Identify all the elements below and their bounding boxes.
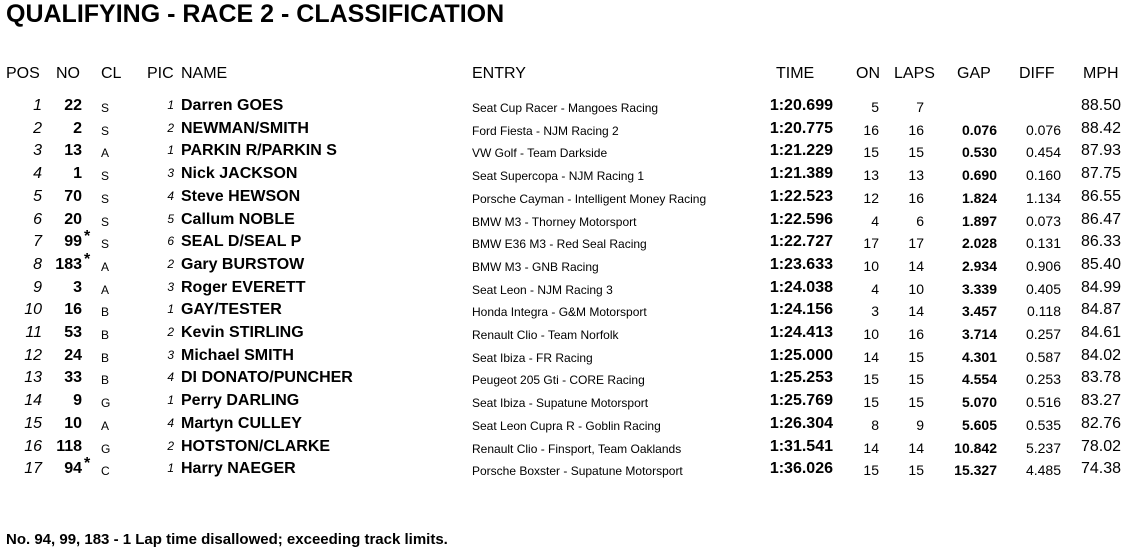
cell-mph: 87.93 bbox=[1080, 142, 1121, 160]
cell-mph: 88.50 bbox=[1080, 97, 1121, 114]
cell-time: 1:24.156 bbox=[769, 301, 833, 319]
cell-entry: Ford Fiesta - NJM Racing 2 bbox=[472, 123, 619, 138]
cell-laps: 15 bbox=[908, 348, 924, 365]
cell-name: PARKIN R/PARKIN S bbox=[181, 142, 337, 160]
cell-star: * bbox=[84, 228, 91, 246]
table-row bbox=[0, 277, 1135, 299]
cell-pos: 3 bbox=[33, 142, 42, 160]
cell-name: Michael SMITH bbox=[181, 346, 294, 364]
cell-cl: S bbox=[101, 237, 110, 252]
cell-time: 1:21.389 bbox=[769, 165, 833, 183]
cell-on: 3 bbox=[871, 303, 879, 320]
cell-name: Kevin STIRLING bbox=[181, 324, 304, 341]
cell-name: Harry NAEGER bbox=[181, 460, 296, 478]
cell-cl: B bbox=[101, 328, 110, 342]
page-title: QUALIFYING - RACE 2 - CLASSIFICATION bbox=[6, 0, 505, 28]
cell-on: 15 bbox=[863, 371, 879, 388]
cell-pic: 1 bbox=[167, 393, 174, 408]
cell-pos: 4 bbox=[33, 165, 42, 183]
cell-entry: Seat Ibiza - Supatune Motorsport bbox=[472, 396, 649, 411]
cell-pos: 10 bbox=[24, 301, 42, 319]
cell-no: 99 bbox=[64, 233, 82, 251]
cell-cl: C bbox=[101, 464, 110, 479]
cell-gap: 3.457 bbox=[961, 303, 997, 320]
cell-entry: BMW E36 M3 - Red Seal Racing bbox=[472, 237, 647, 252]
cell-pos: 15 bbox=[24, 414, 42, 432]
cell-pic: 2 bbox=[167, 256, 174, 271]
cell-time: 1:22.727 bbox=[769, 233, 833, 251]
cell-on: 17 bbox=[863, 235, 879, 252]
cell-diff: 0.454 bbox=[1025, 144, 1061, 161]
cell-entry: Renault Clio - Finsport, Team Oaklands bbox=[472, 441, 682, 456]
cell-diff: 0.587 bbox=[1025, 348, 1061, 365]
cell-laps: 10 bbox=[908, 280, 924, 297]
cell-laps: 17 bbox=[908, 235, 924, 252]
cell-pic: 3 bbox=[167, 279, 174, 294]
cell-laps: 15 bbox=[908, 462, 924, 479]
cell-pos: 2 bbox=[33, 119, 42, 137]
cell-on: 5 bbox=[871, 99, 879, 115]
cell-cl: A bbox=[101, 418, 110, 433]
cell-no: 24 bbox=[64, 346, 82, 364]
cell-mph: 86.33 bbox=[1080, 233, 1121, 251]
cell-entry: Seat Cup Racer - Mangoes Racing bbox=[472, 101, 659, 115]
cell-diff: 5.237 bbox=[1025, 439, 1061, 456]
cell-mph: 88.42 bbox=[1080, 119, 1121, 137]
cell-mph: 83.78 bbox=[1080, 369, 1121, 387]
cell-gap: 1.824 bbox=[961, 189, 997, 206]
cell-diff: 0.118 bbox=[1027, 303, 1061, 320]
cell-entry: Seat Leon - NJM Racing 3 bbox=[472, 282, 613, 297]
table-row bbox=[0, 186, 1135, 208]
cell-mph: 84.61 bbox=[1080, 324, 1121, 341]
table-row bbox=[0, 163, 1135, 185]
cell-cl: B bbox=[101, 305, 110, 320]
cell-laps: 16 bbox=[908, 189, 924, 206]
cell-name: Steve HEWSON bbox=[181, 187, 301, 205]
cell-name: Martyn CULLEY bbox=[181, 414, 302, 432]
cell-gap: 4.301 bbox=[961, 348, 997, 365]
cell-pic: 4 bbox=[167, 370, 174, 385]
cell-mph: 86.55 bbox=[1080, 187, 1121, 205]
cell-time: 1:36.026 bbox=[769, 460, 833, 478]
cell-entry: Porsche Cayman - Intelligent Money Racing bbox=[472, 191, 707, 206]
cell-pos: 5 bbox=[33, 187, 42, 205]
table-row bbox=[0, 299, 1135, 321]
cell-no: 53 bbox=[64, 324, 82, 341]
cell-diff: 0.535 bbox=[1025, 416, 1061, 433]
cell-diff: 0.257 bbox=[1025, 326, 1061, 342]
cell-entry: VW Golf - Team Darkside bbox=[472, 146, 608, 161]
cell-on: 4 bbox=[871, 212, 879, 229]
cell-mph: 84.99 bbox=[1080, 278, 1121, 296]
cell-no: 20 bbox=[64, 210, 82, 228]
cell-name: Perry DARLING bbox=[181, 392, 300, 410]
cell-entry: BMW M3 - GNB Racing bbox=[472, 259, 599, 274]
cell-diff: 0.076 bbox=[1025, 121, 1061, 138]
cell-on: 10 bbox=[863, 326, 879, 342]
cell-laps: 15 bbox=[908, 371, 924, 388]
table-row bbox=[0, 140, 1135, 162]
cell-laps: 14 bbox=[908, 439, 924, 456]
cell-laps: 14 bbox=[908, 257, 924, 274]
cell-name: HOTSTON/CLARKE bbox=[181, 437, 331, 455]
cell-name: GAY/TESTER bbox=[181, 301, 282, 319]
cell-pos: 13 bbox=[24, 369, 42, 387]
cell-time: 1:20.775 bbox=[769, 119, 833, 137]
cell-cl: B bbox=[101, 350, 110, 365]
cell-gap: 0.530 bbox=[961, 144, 997, 161]
header-name: NAME bbox=[181, 65, 228, 82]
cell-entry: Peugeot 205 Gti - CORE Racing bbox=[472, 373, 645, 388]
cell-time: 1:26.304 bbox=[769, 414, 833, 432]
cell-entry: Seat Ibiza - FR Racing bbox=[472, 350, 593, 365]
cell-mph: 86.47 bbox=[1080, 210, 1121, 228]
cell-mph: 85.40 bbox=[1080, 255, 1121, 273]
cell-name: Callum NOBLE bbox=[181, 210, 295, 228]
cell-cl: S bbox=[101, 123, 110, 138]
cell-no: 70 bbox=[64, 187, 82, 205]
cell-pos: 14 bbox=[24, 392, 42, 410]
cell-cl: S bbox=[101, 101, 110, 115]
cell-on: 14 bbox=[863, 348, 879, 365]
footnote: No. 94, 99, 183 - 1 Lap time disallowed; exceeding track limits. bbox=[6, 531, 448, 548]
cell-entry: Seat Supercopa - NJM Racing 1 bbox=[472, 169, 645, 184]
cell-no: 1 bbox=[73, 165, 82, 183]
cell-diff: 0.131 bbox=[1025, 235, 1061, 252]
cell-gap: 0.690 bbox=[961, 167, 997, 184]
cell-no: 3 bbox=[73, 278, 82, 296]
cell-entry: Seat Leon Cupra R - Goblin Racing bbox=[472, 418, 661, 433]
cell-pic: 1 bbox=[167, 461, 174, 476]
cell-gap: 5.605 bbox=[961, 416, 997, 433]
cell-pic: 4 bbox=[167, 415, 174, 430]
cell-pos: 12 bbox=[24, 346, 42, 364]
cell-entry: Renault Clio - Team Norfolk bbox=[472, 328, 619, 342]
cell-entry: Porsche Boxster - Supatune Motorsport bbox=[472, 464, 683, 479]
cell-name: Gary BURSTOW bbox=[181, 255, 305, 273]
cell-cl: B bbox=[101, 373, 110, 388]
cell-on: 14 bbox=[863, 439, 879, 456]
header-on: ON bbox=[856, 65, 880, 82]
cell-time: 1:21.229 bbox=[769, 142, 833, 160]
cell-diff: 0.253 bbox=[1025, 371, 1061, 388]
cell-cl: S bbox=[101, 169, 110, 184]
cell-pic: 1 bbox=[167, 302, 174, 317]
table-row bbox=[0, 118, 1135, 140]
cell-pic: 2 bbox=[167, 120, 174, 135]
cell-time: 1:22.596 bbox=[769, 210, 833, 228]
table-row bbox=[0, 390, 1135, 412]
cell-on: 13 bbox=[863, 167, 879, 184]
cell-laps: 13 bbox=[908, 167, 924, 184]
cell-laps: 14 bbox=[908, 303, 924, 320]
cell-pic: 1 bbox=[167, 143, 174, 158]
cell-on: 4 bbox=[871, 280, 879, 297]
header-entry: ENTRY bbox=[472, 65, 526, 82]
cell-no: 22 bbox=[64, 97, 82, 114]
cell-cl: A bbox=[101, 282, 110, 297]
cell-pic: 5 bbox=[167, 211, 174, 226]
table-row bbox=[0, 436, 1135, 458]
cell-cl: G bbox=[101, 396, 111, 411]
cell-name: Roger EVERETT bbox=[181, 278, 306, 296]
cell-pic: 6 bbox=[167, 234, 174, 249]
cell-cl: A bbox=[101, 146, 110, 161]
cell-diff: 0.073 bbox=[1025, 212, 1061, 229]
cell-diff: 1.134 bbox=[1025, 189, 1061, 206]
cell-laps: 9 bbox=[916, 416, 924, 433]
cell-mph: 78.02 bbox=[1080, 437, 1121, 455]
cell-diff: 4.485 bbox=[1025, 462, 1061, 479]
cell-laps: 15 bbox=[908, 144, 924, 161]
cell-on: 15 bbox=[863, 462, 879, 479]
cell-pos: 7 bbox=[33, 233, 42, 251]
cell-cl: S bbox=[101, 191, 110, 206]
cell-no: 2 bbox=[73, 119, 82, 137]
cell-time: 1:24.038 bbox=[769, 278, 833, 296]
cell-pos: 8 bbox=[33, 255, 42, 273]
cell-on: 15 bbox=[863, 144, 879, 161]
header-laps: LAPS bbox=[894, 65, 935, 82]
table-row bbox=[0, 209, 1135, 231]
header-time: TIME bbox=[776, 65, 815, 82]
cell-mph: 84.02 bbox=[1080, 346, 1121, 364]
cell-pic: 2 bbox=[167, 438, 174, 453]
cell-pic: 3 bbox=[167, 347, 174, 362]
cell-mph: 84.87 bbox=[1080, 301, 1121, 319]
header-gap: GAP bbox=[957, 65, 991, 82]
cell-no: 10 bbox=[64, 414, 82, 432]
cell-gap: 10.842 bbox=[954, 439, 997, 456]
table-row bbox=[0, 345, 1135, 367]
cell-entry: Honda Integra - G&M Motorsport bbox=[472, 305, 647, 320]
cell-pos: 6 bbox=[33, 210, 42, 228]
cell-time: 1:25.769 bbox=[769, 392, 833, 410]
cell-laps: 16 bbox=[908, 326, 924, 342]
cell-name: NEWMAN/SMITH bbox=[181, 119, 309, 137]
cell-name: DI DONATO/PUNCHER bbox=[181, 369, 353, 387]
cell-diff: 0.160 bbox=[1025, 167, 1061, 184]
header-cl: CL bbox=[101, 65, 122, 82]
table-row bbox=[0, 455, 1135, 480]
cell-name: SEAL D/SEAL P bbox=[181, 233, 302, 251]
cell-time: 1:20.699 bbox=[769, 97, 833, 114]
table-row bbox=[0, 95, 1135, 117]
cell-on: 10 bbox=[863, 257, 879, 274]
cell-pos: 16 bbox=[24, 437, 42, 455]
header-diff: DIFF bbox=[1019, 65, 1055, 82]
cell-no: 13 bbox=[64, 142, 82, 160]
cell-name: Nick JACKSON bbox=[181, 165, 298, 183]
cell-star: * bbox=[84, 455, 91, 473]
cell-pic: 3 bbox=[167, 166, 174, 181]
header-pos: POS bbox=[6, 65, 40, 82]
cell-time: 1:25.253 bbox=[769, 369, 833, 387]
cell-diff: 0.516 bbox=[1025, 394, 1061, 411]
cell-laps: 6 bbox=[916, 212, 924, 229]
cell-cl: G bbox=[101, 441, 111, 456]
cell-gap: 2.028 bbox=[961, 235, 997, 252]
cell-mph: 82.76 bbox=[1080, 414, 1121, 432]
cell-star: * bbox=[84, 250, 91, 268]
cell-mph: 83.27 bbox=[1080, 392, 1121, 410]
cell-no: 183 bbox=[55, 255, 82, 273]
cell-pos: 17 bbox=[24, 460, 42, 478]
cell-diff: 0.906 bbox=[1025, 257, 1061, 274]
cell-no: 33 bbox=[64, 369, 82, 387]
cell-pic: 1 bbox=[167, 98, 174, 112]
cell-gap: 15.327 bbox=[954, 462, 997, 479]
cell-name: Darren GOES bbox=[181, 97, 284, 114]
cell-laps: 7 bbox=[916, 99, 924, 115]
header-no: NO bbox=[56, 65, 80, 82]
cell-pos: 11 bbox=[25, 324, 42, 341]
cell-gap: 3.714 bbox=[961, 326, 997, 342]
cell-time: 1:24.413 bbox=[769, 324, 833, 341]
cell-cl: S bbox=[101, 214, 110, 229]
header-mph: MPH bbox=[1083, 65, 1119, 82]
cell-pos: 9 bbox=[33, 278, 42, 296]
cell-on: 15 bbox=[863, 394, 879, 411]
cell-no: 9 bbox=[73, 392, 82, 410]
cell-on: 12 bbox=[863, 189, 879, 206]
header-pic: PIC bbox=[147, 65, 174, 82]
cell-no: 16 bbox=[64, 301, 82, 319]
cell-pic: 2 bbox=[167, 325, 174, 339]
cell-laps: 15 bbox=[908, 394, 924, 411]
table-row bbox=[0, 228, 1135, 253]
cell-pic: 4 bbox=[167, 188, 174, 203]
table-row bbox=[0, 250, 1135, 276]
cell-diff: 0.405 bbox=[1025, 280, 1061, 297]
cell-gap: 3.339 bbox=[961, 280, 997, 297]
table-row bbox=[0, 413, 1135, 435]
cell-gap: 4.554 bbox=[961, 371, 997, 388]
cell-mph: 74.38 bbox=[1080, 460, 1121, 478]
cell-pos: 1 bbox=[33, 97, 42, 114]
table-row bbox=[0, 322, 1135, 344]
cell-time: 1:23.633 bbox=[769, 255, 833, 273]
cell-laps: 16 bbox=[908, 121, 924, 138]
table-row bbox=[0, 367, 1135, 389]
cell-time: 1:25.000 bbox=[769, 346, 833, 364]
cell-gap: 1.897 bbox=[961, 212, 997, 229]
cell-entry: BMW M3 - Thorney Motorsport bbox=[472, 214, 637, 229]
cell-gap: 5.070 bbox=[961, 394, 997, 411]
cell-gap: 0.076 bbox=[961, 121, 997, 138]
cell-gap: 2.934 bbox=[961, 257, 997, 274]
cell-no: 94 bbox=[64, 460, 82, 478]
cell-time: 1:22.523 bbox=[769, 187, 833, 205]
cell-mph: 87.75 bbox=[1080, 165, 1121, 183]
cell-on: 16 bbox=[863, 121, 879, 138]
cell-cl: A bbox=[101, 259, 110, 274]
cell-on: 8 bbox=[871, 416, 879, 433]
cell-no: 118 bbox=[56, 437, 82, 455]
cell-time: 1:31.541 bbox=[769, 437, 833, 455]
